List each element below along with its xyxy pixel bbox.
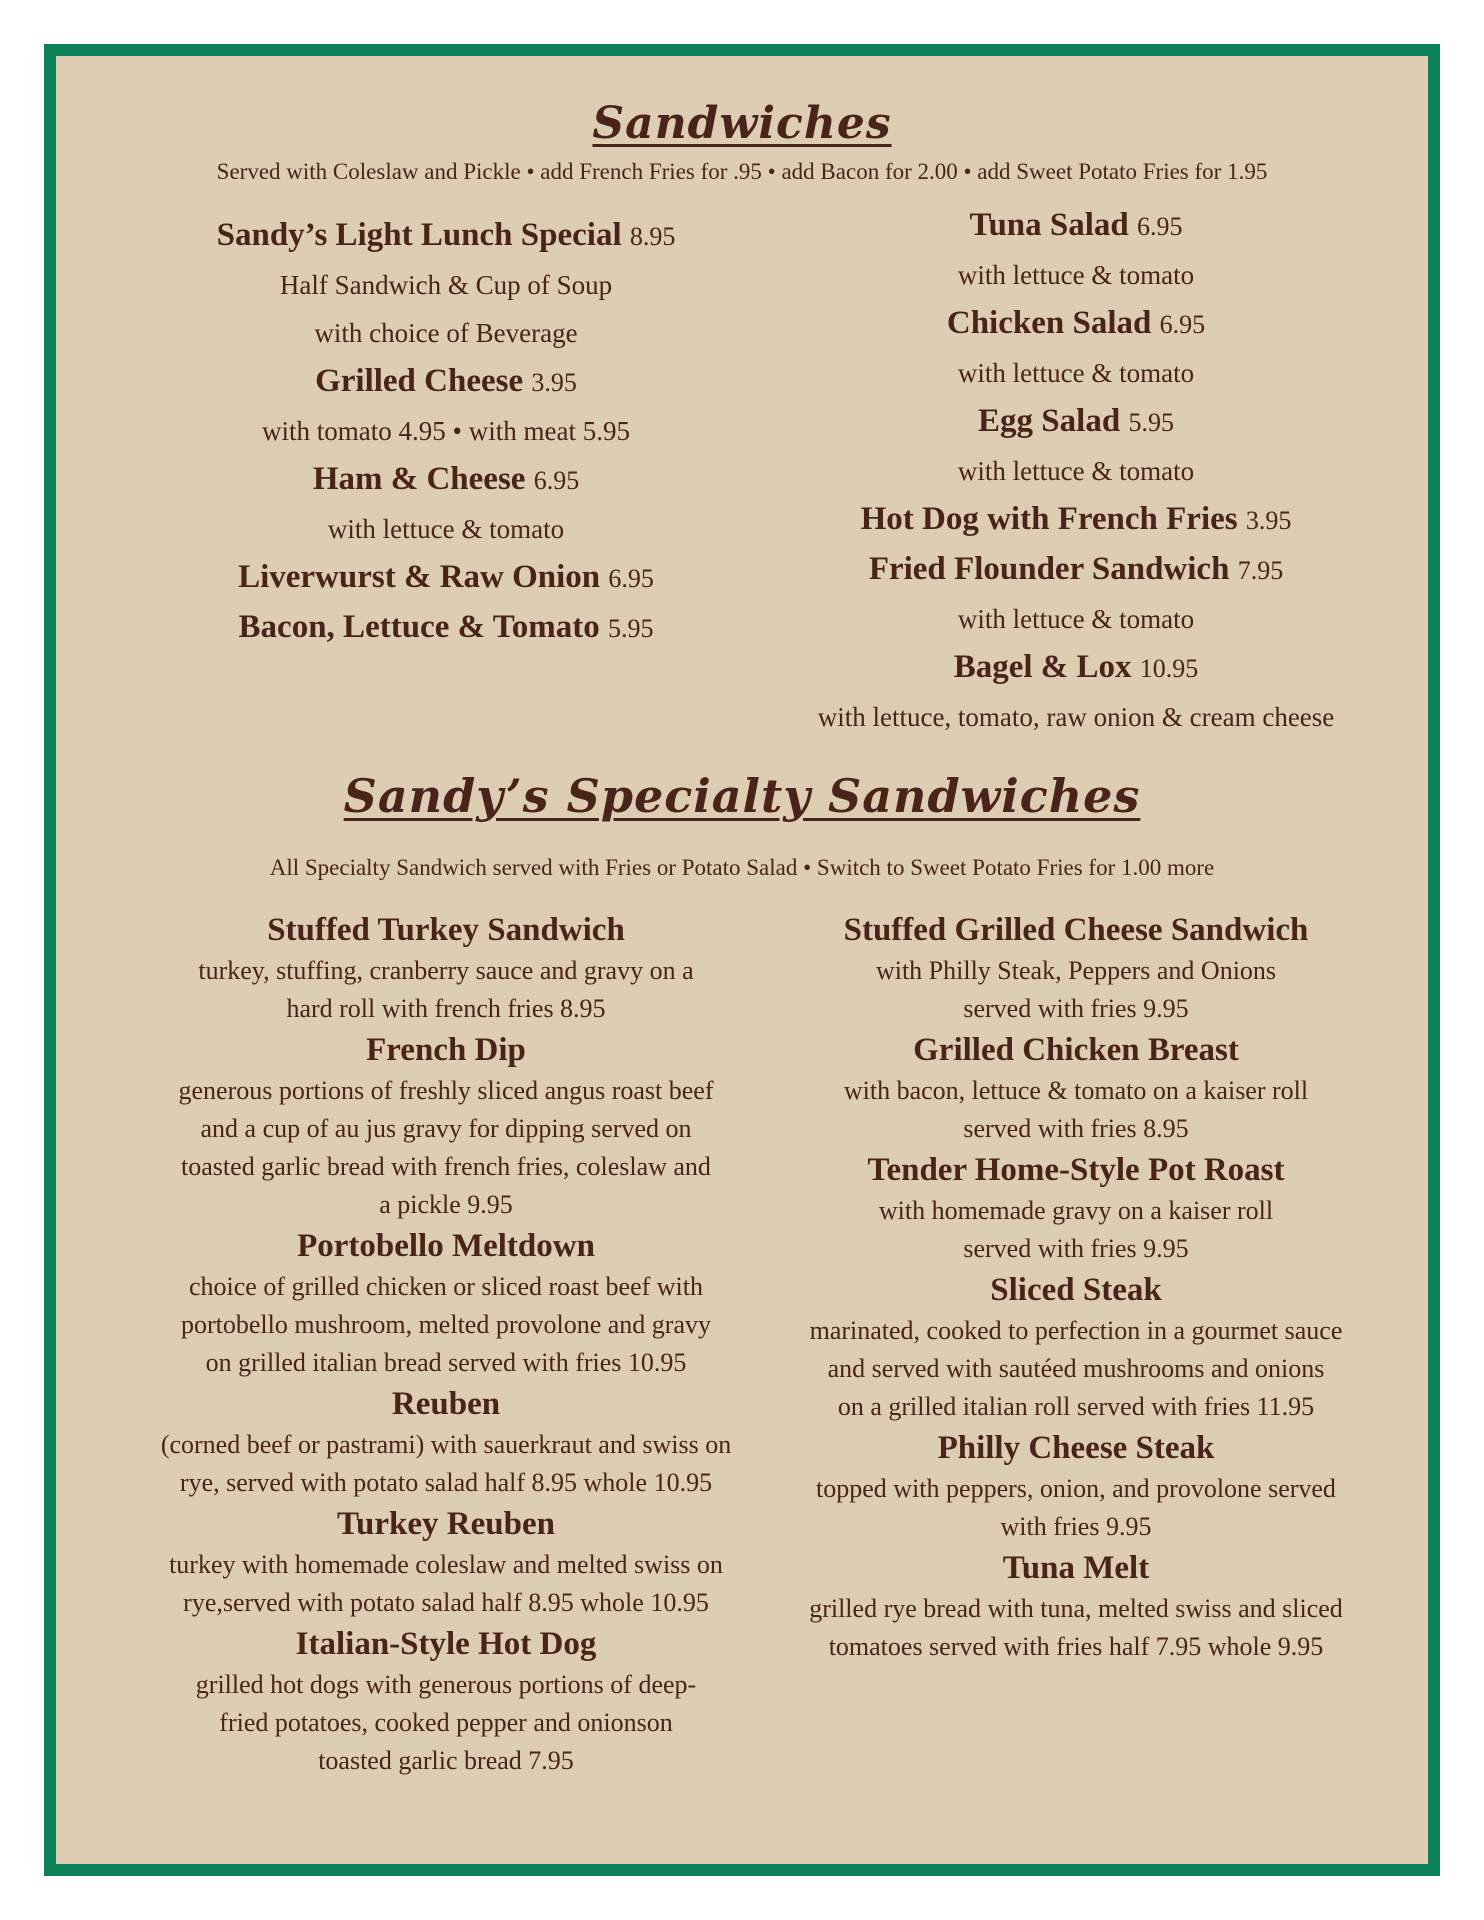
menu-item-name: French Dip — [366, 1032, 526, 1068]
menu-item-description: hard roll with french fries 8.95 — [286, 994, 606, 1023]
menu-item-price: 3.95 — [531, 368, 577, 397]
menu-item-description: on a grilled italian roll served with fries 11.95 — [837, 1392, 1315, 1421]
menu-item — [756, 908, 1396, 1028]
menu-item — [756, 1546, 1396, 1666]
menu-item-price: 5.95 — [1128, 408, 1174, 437]
menu-item-description: generous portions of freshly sliced angus roast beef — [178, 1076, 714, 1105]
specialty-right-column — [756, 908, 1396, 1666]
menu-item-price: 10.95 — [1139, 654, 1199, 683]
section-title-specialty: Sandy’s Specialty Sandwiches — [343, 769, 1141, 823]
menu-item — [756, 1426, 1396, 1546]
menu-item-description: a pickle 9.95 — [379, 1190, 513, 1219]
menu-item — [756, 397, 1396, 495]
menu-item-name: Portobello Meltdown — [297, 1228, 595, 1264]
menu-item-description: served with fries 9.95 — [963, 994, 1189, 1023]
menu-item-description: with bacon, lettuce & tomato on a kaiser roll — [843, 1076, 1309, 1105]
menu-item-description: portobello mushroom, melted provolone and gravy — [180, 1310, 711, 1339]
menu-item-price: 6.95 — [1159, 310, 1206, 339]
menu-item — [756, 299, 1396, 397]
menu-item-title — [126, 357, 766, 407]
menu-item-title — [756, 495, 1396, 545]
menu-item — [116, 1028, 776, 1224]
menu-item-title — [756, 908, 1396, 952]
menu-item-description: with lettuce & tomato — [957, 260, 1195, 290]
menu-item-title — [116, 1224, 776, 1268]
section-subtitle-specialty: All Specialty Sandwich served with Fries or Potato Salad • Switch to Sweet Potato Fries for 1.00 more — [269, 855, 1215, 880]
menu-item-description: grilled rye bread with tuna, melted swiss and sliced — [809, 1594, 1343, 1623]
menu-item — [116, 908, 776, 1028]
menu-item-description: marinated, cooked to perfection in a gourmet sauce — [809, 1316, 1343, 1345]
menu-page — [44, 44, 1440, 1876]
menu-item-name: Liverwurst & Raw Onion — [238, 559, 601, 595]
menu-item-price: 6.95 — [608, 564, 654, 593]
menu-item-description: toasted garlic bread with french fries, coleslaw and — [181, 1152, 711, 1181]
menu-item-description: Half Sandwich & Cup of Soup — [279, 270, 613, 300]
menu-item-description: with homemade gravy on a kaiser roll — [878, 1196, 1274, 1225]
menu-item-price: 8.95 — [629, 222, 676, 251]
menu-item-description: rye, served with potato salad half 8.95 whole 10.95 — [179, 1468, 713, 1497]
menu-item — [116, 1502, 776, 1622]
menu-item-price: 5.95 — [607, 614, 654, 643]
menu-item-title — [116, 908, 776, 952]
menu-item-description: turkey with homemade coleslaw and melted swiss on — [169, 1550, 723, 1579]
menu-item-title — [756, 1148, 1396, 1192]
menu-item-name: Grilled Cheese — [315, 363, 524, 399]
menu-item-name: Hot Dog with French Fries — [860, 501, 1238, 537]
menu-item — [116, 1382, 776, 1502]
menu-item-name: Chicken Salad — [946, 305, 1152, 341]
menu-item-description: with lettuce & tomato — [327, 514, 565, 544]
menu-item-title — [756, 1546, 1396, 1590]
menu-item-name: Grilled Chicken Breast — [913, 1032, 1239, 1068]
menu-item-title — [116, 1502, 776, 1546]
menu-item-description: (corned beef or pastrami) with sauerkraut and swiss on — [160, 1430, 732, 1459]
menu-item-description: on grilled italian bread served with fries 10.95 — [205, 1348, 687, 1377]
menu-item-name: Tuna Salad — [969, 207, 1129, 243]
menu-item-name: Fried Flounder Sandwich — [868, 551, 1230, 587]
menu-item-description: topped with peppers, onion, and provolone served — [816, 1474, 1336, 1503]
menu-item — [126, 357, 766, 455]
menu-item-price: 6.95 — [533, 466, 580, 495]
menu-item-title — [756, 1268, 1396, 1312]
menu-item-name: Sliced Steak — [990, 1272, 1162, 1308]
menu-item-description: with Philly Steak, Peppers and Onions — [875, 956, 1277, 985]
menu-item-name: Bagel & Lox — [953, 649, 1132, 685]
menu-item-name: Turkey Reuben — [337, 1506, 555, 1542]
menu-item-title — [756, 1028, 1396, 1072]
menu-item-title — [126, 455, 766, 505]
menu-item-title — [116, 1622, 776, 1666]
menu-item-description: with tomato 4.95 • with meat 5.95 — [262, 416, 630, 446]
menu-item — [756, 495, 1396, 545]
menu-item-title — [756, 201, 1396, 251]
menu-item-description: and a cup of au jus gravy for dipping served on — [200, 1114, 692, 1143]
menu-item-price: 6.95 — [1137, 212, 1183, 241]
menu-item-name: Bacon, Lettuce & Tomato — [238, 609, 600, 645]
menu-item-price: 7.95 — [1237, 556, 1284, 585]
menu-item — [126, 603, 766, 653]
menu-item-price: 3.95 — [1245, 506, 1292, 535]
menu-item — [116, 1622, 776, 1780]
menu-item — [116, 1224, 776, 1382]
menu-item-description: and served with sautéed mushrooms and onions — [827, 1354, 1325, 1383]
menu-item-description: with lettuce & tomato — [957, 456, 1195, 486]
menu-item-description: with lettuce & tomato — [957, 604, 1195, 634]
menu-item-name: Sandy’s Light Lunch Special — [216, 217, 622, 253]
menu-item-description: grilled hot dogs with generous portions of deep- — [195, 1670, 697, 1699]
menu-item-description: fried potatoes, cooked pepper and onionson — [219, 1708, 673, 1737]
menu-item — [126, 553, 766, 603]
menu-item — [756, 545, 1396, 643]
menu-item-description: with fries 9.95 — [1000, 1512, 1152, 1541]
menu-item-name: Ham & Cheese — [312, 461, 526, 497]
menu-item-description: with choice of Beverage — [314, 318, 578, 348]
menu-item — [756, 1148, 1396, 1268]
sandwiches-right-column — [756, 201, 1396, 741]
menu-item-description: toasted garlic bread 7.95 — [318, 1746, 574, 1775]
menu-item-title — [756, 1426, 1396, 1470]
menu-item-description: with lettuce & tomato — [957, 358, 1195, 388]
menu-item-name: Stuffed Grilled Cheese Sandwich — [843, 912, 1309, 948]
menu-item-name: Reuben — [391, 1386, 501, 1422]
menu-item-name: Italian-Style Hot Dog — [295, 1626, 597, 1662]
menu-item — [756, 1268, 1396, 1426]
menu-item-title — [126, 553, 766, 603]
menu-item-title — [756, 299, 1396, 349]
section-title-sandwiches: Sandwiches — [592, 98, 892, 149]
menu-item-title — [116, 1382, 776, 1426]
menu-item-name: Tender Home-Style Pot Roast — [867, 1152, 1285, 1188]
menu-item — [756, 1028, 1396, 1148]
sandwiches-left-column — [126, 211, 766, 653]
menu-item-description: served with fries 8.95 — [963, 1114, 1189, 1143]
menu-item-description: turkey, stuffing, cranberry sauce and gravy on a — [198, 956, 694, 985]
menu-item-name: Tuna Melt — [1002, 1550, 1150, 1586]
menu-item-title — [756, 545, 1396, 595]
menu-item-title — [756, 643, 1396, 693]
menu-item-name: Egg Salad — [978, 403, 1121, 439]
menu-item-title — [116, 1028, 776, 1072]
menu-item — [126, 455, 766, 553]
menu-item-description: rye,served with potato salad half 8.95 whole 10.95 — [183, 1588, 709, 1617]
menu-item — [756, 201, 1396, 299]
menu-item-description: tomatoes served with fries half 7.95 whole 9.95 — [828, 1632, 1324, 1661]
section-subtitle-sandwiches: Served with Coleslaw and Pickle • add French Fries for .95 • add Bacon for 2.00 • add Sweet Potato Fries for 1.95 — [216, 159, 1268, 184]
specialty-left-column — [116, 908, 776, 1780]
menu-item-title — [126, 211, 766, 261]
menu-item-description: served with fries 9.95 — [963, 1234, 1189, 1263]
menu-item-name: Stuffed Turkey Sandwich — [267, 912, 625, 948]
menu-item-title — [126, 603, 766, 653]
menu-item — [756, 643, 1396, 741]
menu-item — [126, 211, 766, 357]
menu-item-name: Philly Cheese Steak — [937, 1430, 1215, 1466]
menu-item-description: with lettuce, tomato, raw onion & cream cheese — [817, 702, 1335, 732]
menu-item-description: choice of grilled chicken or sliced roast beef with — [188, 1272, 704, 1301]
menu-item-title — [756, 397, 1396, 447]
